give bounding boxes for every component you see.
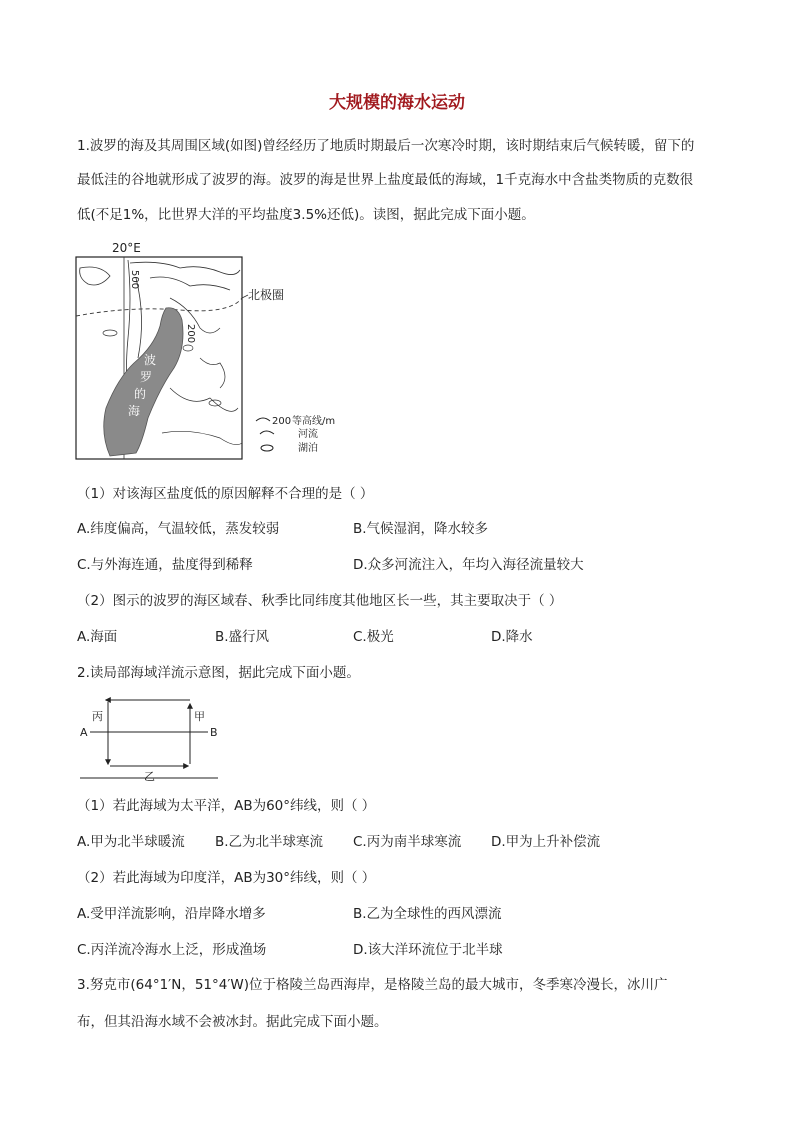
q1-sub1-option-d[interactable]: D.众多河流注入，年均入海径流量较大 [353,557,584,573]
sea-label-char: 罗 [140,370,153,384]
q3-stem-line-1: 3.努克市(64°1′N，51°4′W)位于格陵兰岛西海岸，是格陵兰岛的最大城市，冬季寒冷漫长，冰川广 [77,977,668,993]
label-yi: 乙 [144,770,155,783]
contour-label-200: 200 [185,324,196,344]
q1-stem-line-2: 最低洼的谷地就形成了波罗的海。波罗的海是世界上盐度最低的海域，1千克海水中含盐类物质的克数很 [77,172,694,188]
label-bing: 丙 [92,710,103,723]
q1-sub1-option-c[interactable]: C.与外海连通，盐度得到稀释 [77,557,253,573]
q2-sub1-option-d[interactable]: D.甲为上升补偿流 [491,834,601,850]
q2-sub2-option-d[interactable]: D.该大洋环流位于北半球 [353,942,503,958]
ocean-current-diagram [78,690,238,785]
q2-sub2-option-c[interactable]: C.丙洋流冷海水上泛，形成渔场 [77,942,267,958]
q2-sub1-option-b[interactable]: B.乙为北半球寒流 [215,834,324,850]
q2-stem: 2.读局部海域洋流示意图，据此完成下面小题。 [77,665,360,681]
label-b: B [210,726,218,739]
legend-lake-label: 湖泊 [298,443,318,454]
legend-river-symbol [260,431,274,434]
q1-sub1-option-a[interactable]: A.纬度偏高，气温较低，蒸发较弱 [77,521,280,537]
legend-contour-symbol [256,418,270,421]
q2-sub1-option-a[interactable]: A.甲为北半球暖流 [77,834,185,850]
arctic-circle-label: 北极圈 [248,288,285,302]
contour-label-500: 500 [129,270,140,290]
sea-label-char: 的 [134,387,147,401]
q1-stem-line-3: 低(不足1%，比世界大洋的平均盐度3.5%还低)。读图，据此完成下面小题。 [77,207,535,223]
sea-label-char: 海 [128,404,141,418]
q1-sub2-option-a[interactable]: A.海面 [77,629,118,645]
q1-sub1-option-b[interactable]: B.气候湿润，降水较多 [353,521,489,537]
q1-sub2-option-c[interactable]: C.极光 [353,629,394,645]
q3-stem-line-2: 布，但其沿海水域不会被冰封。据此完成下面小题。 [77,1014,388,1030]
q1-sub1-stem: （1）对该海区盐度低的原因解释不合理的是（ ） [77,486,374,502]
q2-sub1-option-c[interactable]: C.丙为南半球寒流 [353,834,462,850]
q1-sub2-option-b[interactable]: B.盛行风 [215,629,270,645]
legend-river-label: 河流 [298,429,318,440]
q1-sub2-stem: （2）图示的波罗的海区域春、秋季比同纬度其他地区长一些，其主要取决于（ ） [77,593,563,609]
q2-sub2-option-a[interactable]: A.受甲洋流影响，沿岸降水增多 [77,906,266,922]
page-title: 大规模的海水运动 [329,93,465,113]
legend-contour-value: 200 [272,416,292,427]
map-longitude-label: 20°E [112,241,141,255]
q2-sub2-stem: （2）若此海域为印度洋，AB为30°纬线，则（ ） [77,870,376,886]
label-a: A [80,726,88,739]
q1-stem-line-1: 1.波罗的海及其周围区域(如图)曾经经历了地质时期最后一次寒冷时期，该时期结束后气候转暖，留下的 [77,138,695,154]
q2-sub1-stem: （1）若此海域为太平洋，AB为60°纬线，则（ ） [77,798,376,814]
q1-sub2-option-d[interactable]: D.降水 [491,629,533,645]
label-jia: 甲 [194,710,205,723]
baltic-sea-map [70,238,370,464]
legend-lake-symbol [261,445,273,451]
legend-contour-label: 等高线/m [292,416,336,427]
q2-sub2-option-b[interactable]: B.乙为全球性的西风漂流 [353,906,502,922]
sea-label-char: 波 [144,353,157,367]
